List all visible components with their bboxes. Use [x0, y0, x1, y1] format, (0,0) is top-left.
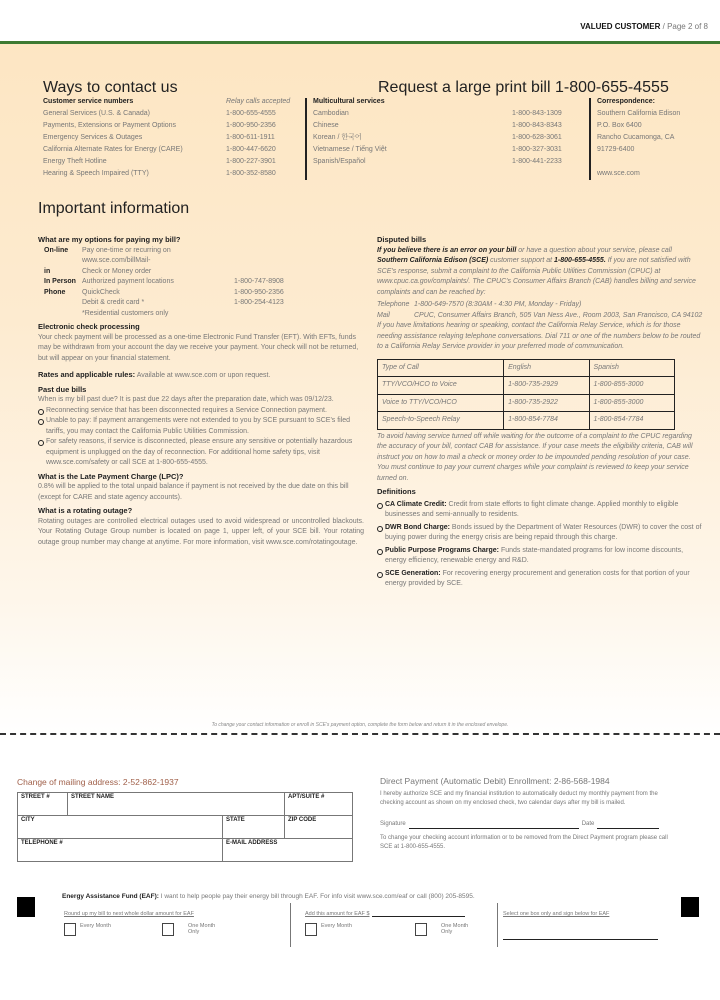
sce-website-link[interactable]: www.sce.com — [597, 170, 640, 177]
cs-label: California Alternate Rates for Energy (CARE) — [43, 146, 183, 153]
relay-cell: 1-800-735-2929 — [504, 377, 589, 395]
definition-text: For recovering energy procurement and generation costs for that portion of your energy provided by SCE. — [385, 569, 690, 587]
registration-mark — [17, 897, 35, 917]
mc-language: Vietnamese / Tiếng Việt — [313, 146, 387, 153]
address-form — [17, 792, 353, 862]
eaf-signature-line[interactable] — [503, 939, 658, 940]
cs-phone: 1-800-227-3901 — [226, 158, 276, 165]
definition-text: Funds state-mandated programs for low income discounts, energy efficiency, renewable energy and R&D. — [385, 546, 684, 564]
mc-row — [313, 120, 581, 132]
tel-label: Telephone — [377, 301, 410, 308]
cs-row — [43, 132, 303, 144]
definition-item — [377, 500, 703, 521]
relay-table — [377, 359, 675, 430]
direct-change-text: To change your checking account information or to be removed from the Direct Payment program please call SCE at 1-800-655-4555. — [380, 835, 668, 850]
rates-heading: Rates and applicable rules: — [38, 370, 136, 379]
relay-cell: 1-800-855-3000 — [589, 394, 674, 412]
email-field[interactable]: E-MAIL ADDRESS — [223, 839, 353, 862]
date-label: Date — [581, 821, 595, 827]
definitions-heading: Definitions — [377, 487, 416, 496]
relay-cell: Voice to TTY/VCO/HCO — [378, 394, 504, 412]
roundup-one-month-checkbox[interactable] — [162, 923, 174, 936]
definition-term: Public Purpose Programs Charge: — [385, 546, 499, 554]
apt-field[interactable]: APT/SUITE # — [285, 793, 353, 816]
definition-term: DWR Bond Charge: — [385, 523, 450, 531]
definition-term: CA Climate Credit: — [385, 500, 447, 508]
divider — [290, 903, 291, 947]
relay-row — [378, 394, 675, 412]
relay-header-cell: Spanish — [589, 359, 674, 377]
pay-method — [38, 309, 82, 320]
relay-cell: Speech-to-Speech Relay — [378, 412, 504, 430]
cs-phone: 1-800-352-8580 — [226, 170, 276, 177]
relay-note: Relay calls accepted — [226, 98, 291, 105]
definition-term: SCE Generation: — [385, 569, 441, 577]
add-one-month-checkbox[interactable] — [415, 923, 427, 936]
rotating-heading: What is a rotating outage? — [38, 506, 133, 515]
cs-heading: Customer service numbers — [43, 98, 134, 105]
important-title: Important information — [38, 200, 190, 217]
roundup-label: Round up my bill to next whole dollar amount for EAF — [64, 911, 194, 917]
tear-line — [0, 733, 720, 735]
cs-phone: 1-800-950-2356 — [226, 122, 276, 129]
mail-label: Mail — [377, 311, 390, 319]
direct-payment-title: Direct Payment (Automatic Debit) Enrollment: 2-86-568-1984 — [380, 776, 610, 786]
mc-phone: 1-800-843-1309 — [512, 110, 562, 117]
add-amount-input[interactable] — [372, 911, 465, 917]
definition-text: Bonds issued by the Department of Water Resources (DWR) to cover the cost of buying power during the energy crisis are being repaid through this charge. — [385, 523, 702, 541]
cs-label: Hearing & Speech Impaired (TTY) — [43, 170, 149, 177]
header-rule — [0, 41, 720, 44]
corr-line: 91729-6400 — [597, 146, 635, 153]
pastdue-heading: Past due bills — [38, 384, 87, 394]
pay-row — [38, 298, 364, 309]
street-name-field[interactable]: STREET NAME — [68, 793, 285, 816]
correspondence-block — [597, 96, 680, 180]
cs-row — [43, 168, 303, 180]
mc-phone: 1-800-628-3061 — [512, 134, 562, 141]
cs-row — [43, 156, 303, 168]
pay-row — [38, 246, 364, 267]
relay-cell: 1-800-855-3000 — [589, 377, 674, 395]
pastdue-bullet: For safety reasons, if service is disconnected, please ensure any sensitive or potentially hazardous equipment is unplugged on the day of reconnection. For additional home safety tips, visit www.sce.com/safety or call SCE at 1-800-655-4555. — [38, 437, 364, 469]
zip-field[interactable]: ZIP CODE — [285, 816, 353, 839]
mc-row — [313, 156, 581, 168]
relay-header-row — [378, 359, 675, 377]
lpc-heading: What is the Late Payment Charge (LPC)? — [38, 471, 184, 481]
eaf-sign-group — [503, 911, 658, 940]
mc-phone: 1-800-327-3031 — [512, 146, 562, 153]
disputed-heading: Disputed bills — [377, 235, 427, 244]
pay-phone: 1-800-747-8908 — [234, 278, 284, 285]
add-every-month-checkbox[interactable] — [305, 923, 317, 936]
pay-method: On-line — [44, 246, 69, 254]
disputed-lead: If you believe there is an error on your bill — [377, 246, 517, 254]
pastdue-bullet: Unable to pay: If payment arrangements were not extended to you by SCE pursuant to SCE's filed tariffs, you may contact the California Public Utilities Commission. — [38, 416, 364, 437]
corr-heading: Correspondence: — [597, 98, 655, 105]
date-line[interactable] — [597, 828, 659, 829]
eft-text: Your check payment will be processed as a one-time Electronic Fund Transfer (EFT). With EFTs, funds may be withdrawn from your account the day we receive your payment. Your check will not be returned, but will appear on your financial statement. — [38, 333, 359, 362]
paying-question: What are my options for paying my bill? — [38, 235, 181, 244]
eaf-roundup-group — [64, 911, 218, 936]
mc-phone: 1-800-843-8343 — [512, 122, 562, 129]
cs-phone: 1-800-611-1911 — [226, 134, 275, 141]
important-left-column — [38, 232, 364, 548]
mc-language: Spanish/Español — [313, 158, 366, 165]
divider — [497, 903, 498, 947]
customer-service-block — [43, 96, 303, 180]
pay-method: In Person — [44, 278, 76, 285]
page-header — [580, 22, 708, 31]
pay-row — [38, 309, 364, 320]
disputed-text: or have a question about your service, please call — [516, 246, 672, 254]
cs-label: Payments, Extensions or Payment Options — [43, 122, 177, 129]
checkbox-label: Every Month — [321, 923, 352, 929]
relay-row — [378, 412, 675, 430]
add-amount-label: Add this amount for EAF $ — [305, 911, 370, 917]
cs-phone: 1-800-655-4555 — [226, 110, 276, 117]
direct-payment-block — [380, 777, 680, 852]
rates-text: Available at www.sce.com or upon request. — [136, 372, 271, 379]
cpuc-address: CPUC, Consumer Affairs Branch, 505 Van Ness Ave., Room 2003, San Francisco, CA 94102 — [414, 311, 703, 319]
relay-header-cell: Type of Call — [378, 359, 504, 377]
sce-phone: 1-800-655-4555. — [554, 257, 606, 264]
cab-text: To avoid having service turned off while waiting for the outcome of a complaint to the CPUC regarding the accuracy of your bill, contact CAB for assistance. If your case meets the eligibility criteria, CAB will instruct you on how to mail a check or money order to be impounded pending resolution of your case. You must continue to pay your current charges while your complaint is reviewed to keep your service turned on. — [377, 432, 693, 482]
divider — [589, 98, 591, 180]
city-field[interactable]: CITY — [18, 816, 223, 839]
mc-row — [313, 108, 581, 120]
direct-payment-text: I hereby authorize SCE and my financial institution to automatically deduct my monthly payment from the checking account as shown on my enclosed check, two calendar days after my bill is mailed. — [380, 791, 658, 806]
multicultural-block — [313, 96, 581, 168]
mc-row — [313, 132, 581, 144]
definition-text: Credit from state efforts to fight climate change. Applied monthly to eligible businesses and semi-annually to residents. — [385, 500, 679, 518]
eaf-lead: Energy Assistance Fund (EAF): — [62, 893, 159, 900]
relay-text: If you have limitations hearing or speaking, contact the California Relay Service, which is for those needing assistance relaying telephone conversations. Dial 711 or one of the numbers below to be routed to a California Relay Service provider in your preferred mode of communication. — [377, 322, 701, 350]
signature-line[interactable] — [409, 828, 579, 829]
page-number: / Page 2 of 8 — [662, 22, 708, 31]
definition-item — [377, 523, 703, 544]
relay-cell: 1-800-735-2922 — [504, 394, 589, 412]
telephone-field[interactable]: TELEPHONE # — [18, 839, 223, 862]
disputed-text: If you are not satisfied with SCE's response, submit a complaint to the California Public Utilities Commission (CPUC) at www.cpuc.ca.gov/complaints/. The CPUC's Consumer Affairs Branch (CAB) handles billing and service complaints and can be reached by: — [377, 257, 696, 296]
corr-line: Southern California Edison — [597, 110, 681, 117]
cs-label: Energy Theft Hotline — [43, 158, 107, 165]
cs-label: General Services (U.S. & Canada) — [43, 110, 150, 117]
cs-row — [43, 108, 303, 120]
eaf-text: I want to help people pay their energy bill through EAF. For info visit www.sce.com/eaf or call (800) 205-8595. — [158, 893, 475, 900]
important-right-column — [377, 232, 703, 590]
pay-desc: Check or Money order — [82, 267, 152, 275]
pay-row — [38, 277, 364, 288]
cs-row — [43, 144, 303, 156]
select-label: Select one box only and sign below for EAF — [503, 911, 610, 917]
pay-method — [38, 298, 82, 309]
pay-method: Phone — [44, 288, 66, 296]
pay-desc: *Residential customers only — [82, 309, 169, 317]
cs-label: Emergency Services & Outages — [43, 134, 143, 141]
cs-row — [43, 120, 303, 132]
contact-title: Ways to contact us — [43, 79, 178, 96]
roundup-every-month-checkbox[interactable] — [64, 923, 76, 936]
stub-caption: To change your contact information or enroll in SCE's payment option, complete the form below and return it in the enclosed envelope. — [211, 722, 509, 728]
pay-desc: Pay one-time or recurring on www.sce.com/billMail- — [82, 246, 171, 264]
pay-method: in — [44, 267, 51, 275]
disputed-text: customer support at — [488, 257, 554, 264]
mc-language: Chinese — [313, 122, 339, 129]
definition-item — [377, 569, 703, 590]
relay-row — [378, 377, 675, 395]
definition-item — [377, 546, 703, 567]
pay-row — [38, 267, 364, 278]
registration-mark — [681, 897, 699, 917]
relay-cell: TTY/VCO/HCO to Voice — [378, 377, 504, 395]
pastdue-text: When is my bill past due? It is past due 22 days after the preparation date, which was 09/12/23. — [38, 396, 334, 403]
mc-phone: 1-800-441-2233 — [512, 158, 562, 165]
pay-row — [38, 288, 364, 299]
large-print-request: Request a large print bill 1-800-655-4555 — [378, 79, 669, 96]
checkbox-label: One Month Only — [441, 923, 469, 935]
divider — [305, 98, 307, 180]
relay-cell: 1-800-854-7784 — [504, 412, 589, 430]
corr-line: P.O. Box 6400 — [597, 122, 642, 129]
pastdue-bullet: Reconnecting service that has been disconnected requires a Service Connection payment. — [38, 406, 364, 417]
customer-name: VALUED CUSTOMER — [580, 22, 661, 31]
pay-phone: 1-800-254-4123 — [234, 299, 284, 306]
corr-line: Rancho Cucamonga, CA — [597, 134, 675, 141]
mc-language: Korean / 한국어 — [313, 134, 362, 141]
cs-phone: 1-800-447-6620 — [226, 146, 276, 153]
eaf-line — [62, 893, 475, 900]
pay-desc: Authorized payment locations — [82, 278, 174, 285]
checkbox-label: Every Month — [80, 923, 111, 929]
lpc-text: 0.8% will be applied to the total unpaid balance if payment is not received by the due date on this bill (except for CARE and state agency accounts). — [38, 483, 349, 501]
address-change-title: Change of mailing address: 2-52-862-1937 — [17, 777, 179, 787]
relay-cell: 1-800-854-7784 — [589, 412, 674, 430]
mc-row — [313, 144, 581, 156]
relay-header-cell: English — [504, 359, 589, 377]
cpuc-phone: 1-800-649-7570 (8:30AM - 4:30 PM, Monday - Friday) — [414, 301, 582, 308]
eft-heading: Electronic check processing — [38, 322, 140, 331]
pay-desc: QuickCheck — [82, 288, 120, 296]
state-field[interactable]: STATE — [223, 816, 285, 839]
mc-language: Cambodian — [313, 110, 349, 117]
street-number-field[interactable]: STREET # — [18, 793, 68, 816]
pay-phone: 1-800-950-2356 — [234, 288, 284, 296]
checkbox-label: One Month Only — [188, 923, 216, 935]
eaf-add-group — [305, 911, 471, 936]
rotating-text: Rotating outages are controlled electrical outages used to avoid widespread or uncontrolled blackouts. Your Rotating Outage Group number is located on page 1, upper left, of your SCE bill. Your rotating outage group number may change at anytime. For more information, visit www.sce.com/rotatingoutage. — [38, 517, 364, 546]
sce-name: Southern California Edison (SCE) — [377, 257, 489, 264]
signature-label: Signature — [380, 821, 406, 827]
pay-desc: Debit & credit card * — [82, 299, 145, 306]
mc-heading: Multicultural services — [313, 98, 385, 105]
